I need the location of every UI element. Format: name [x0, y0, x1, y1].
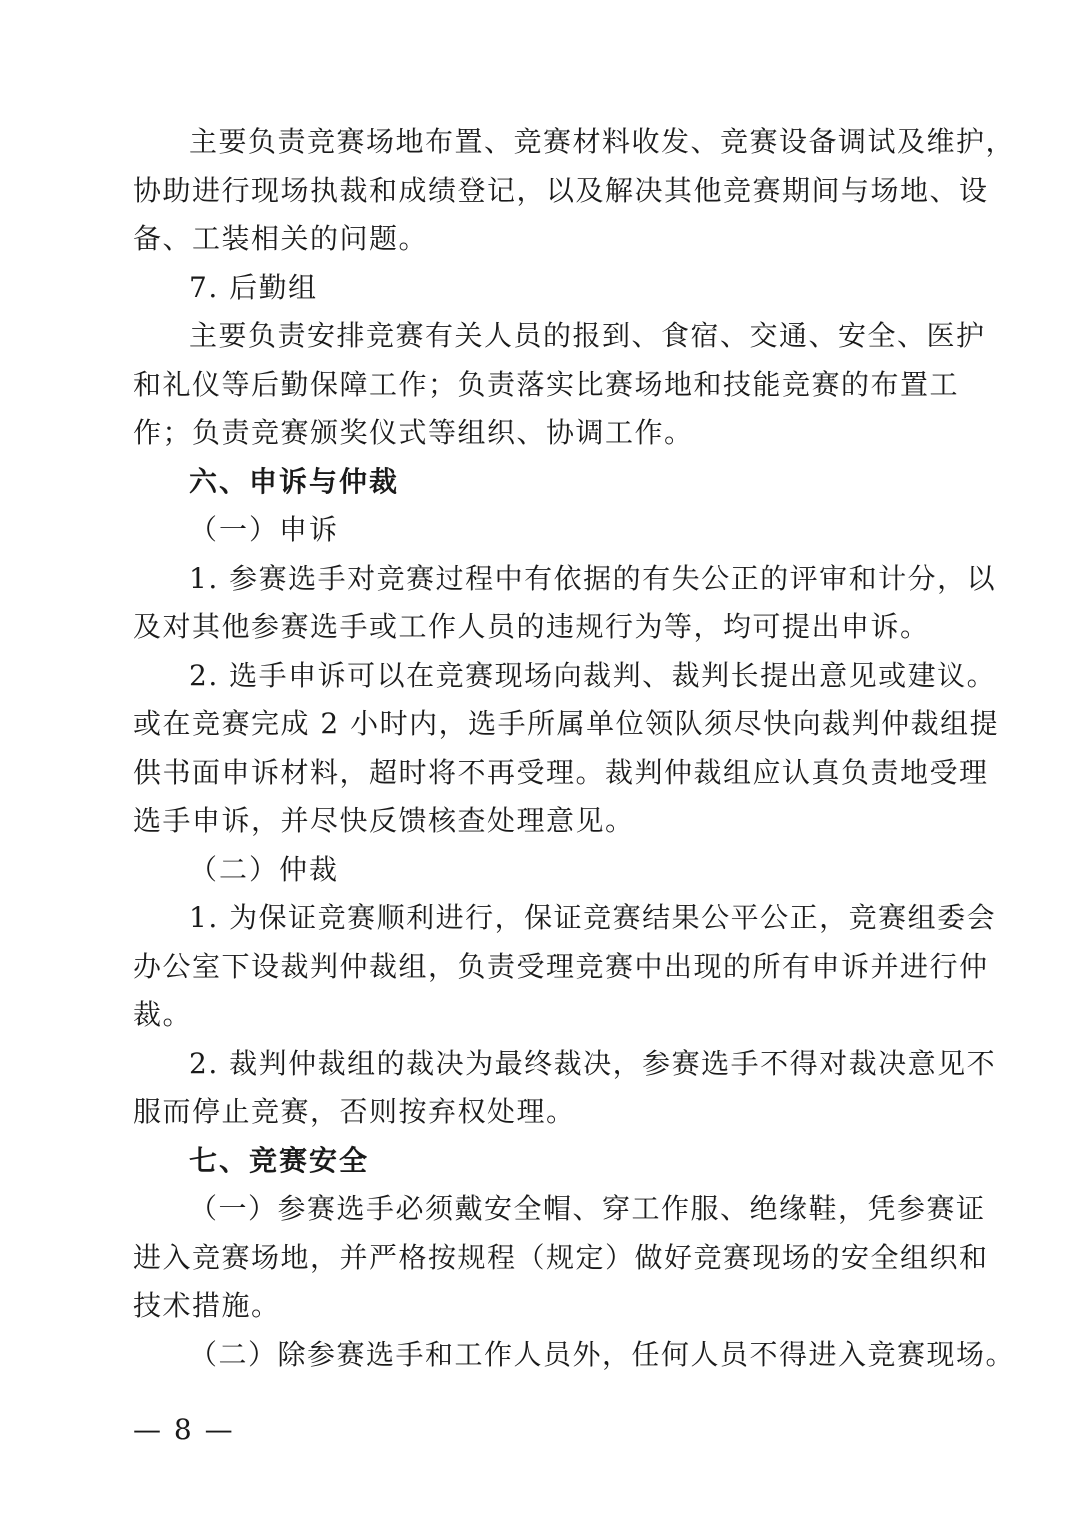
paragraph-line: 7. 后勤组: [189, 270, 318, 304]
paragraph-line: 1. 参赛选手对竞赛过程中有依据的有失公正的评审和计分，以: [189, 561, 997, 595]
paragraph-line: 1. 为保证竞赛顺利进行，保证竞赛结果公平公正，竞赛组委会: [189, 901, 997, 934]
paragraph-line: （一）参赛选手必须戴安全帽、穿工作服、绝缘鞋，凭参赛证: [189, 1192, 986, 1225]
paragraph-line: 技术措施。: [133, 1289, 281, 1322]
paragraph-line: （二）除参赛选手和工作人员外，任何人员不得进入竞赛现场。: [189, 1337, 1016, 1371]
paragraph-line: 选手申诉，并尽快反馈核查处理意见。: [133, 804, 635, 837]
paragraph-line: 备、工装相关的问题。: [133, 222, 429, 255]
paragraph-line: 供书面申诉材料，超时将不再受理。裁判仲裁组应认真负责地受理: [133, 755, 989, 789]
paragraph-line: 及对其他参赛选手或工作人员的违规行为等，均可提出申诉。: [133, 610, 930, 643]
paragraph-line: 协助进行现场执裁和成绩登记，以及解决其他竞赛期间与场地、设: [133, 173, 989, 207]
paragraph-line: 2. 裁判仲裁组的裁决为最终裁决，参赛选手不得对裁决意见不: [189, 1046, 997, 1080]
paragraph-line: 裁。: [133, 998, 193, 1031]
paragraph-line: 服而停止竞赛，否则按弃权处理。: [133, 1095, 576, 1128]
paragraph-line: 进入竞赛场地，并严格按规程（规定）做好竞赛现场的安全组织和: [133, 1240, 989, 1274]
paragraph-line: 或在竞赛完成 2 小时内，选手所属单位领队须尽快向裁判仲裁组提: [133, 707, 1000, 740]
paragraph-line: 2. 选手申诉可以在竞赛现场向裁判、裁判长提出意见或建议。: [189, 658, 997, 692]
paragraph-line: 作；负责竞赛颁奖仪式等组织、协调工作。: [133, 416, 694, 449]
document-body: [133, 118, 1016, 1379]
page-number: — 8 —: [133, 1413, 235, 1446]
subsection-heading: （一）申诉: [189, 513, 340, 546]
paragraph-line: 办公室下设裁判仲裁组，负责受理竞赛中出现的所有申诉并进行仲: [133, 949, 989, 983]
paragraph-line: 主要负责竞赛场地布置、竞赛材料收发、竞赛设备调试及维护，: [189, 125, 1016, 158]
section-heading: 七、竞赛安全: [189, 1143, 370, 1177]
subsection-heading: （二）仲裁: [189, 852, 340, 886]
paragraph-line: 主要负责安排竞赛有关人员的报到、食宿、交通、安全、医护: [189, 319, 986, 352]
section-heading: 六、申诉与仲裁: [189, 464, 400, 498]
paragraph-line: 和礼仪等后勤保障工作；负责落实比赛场地和技能竞赛的布置工: [133, 367, 960, 401]
